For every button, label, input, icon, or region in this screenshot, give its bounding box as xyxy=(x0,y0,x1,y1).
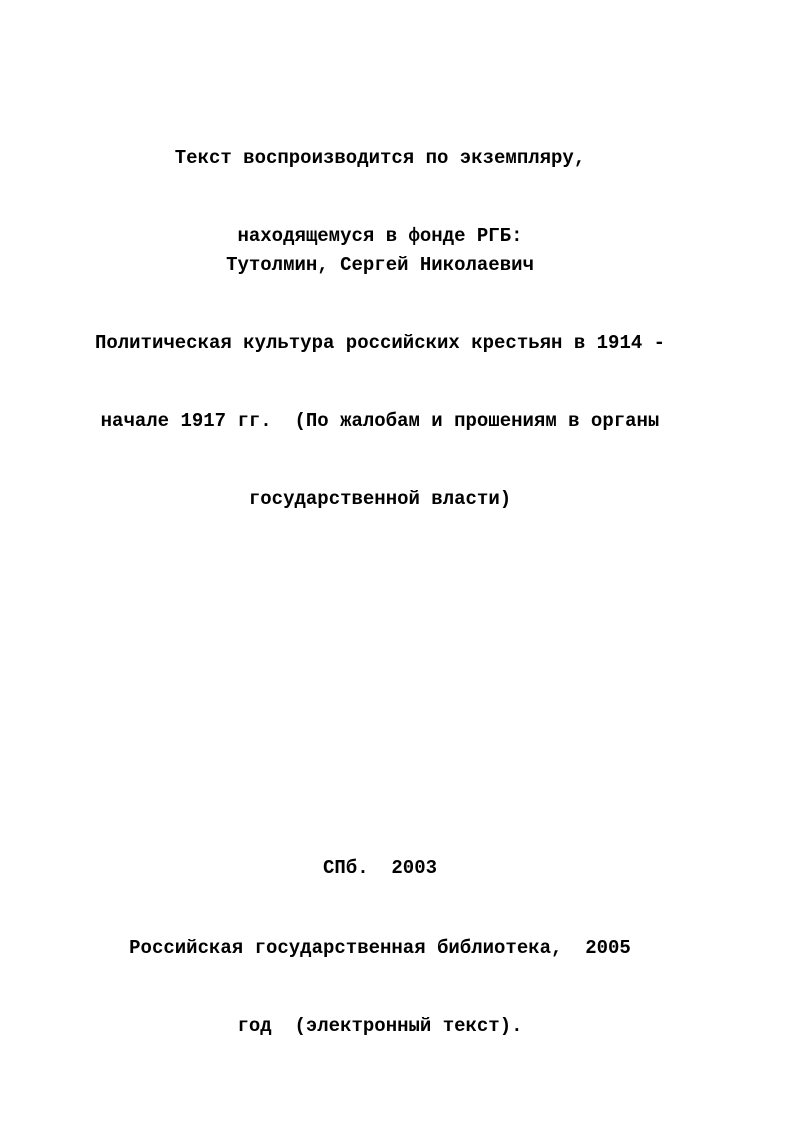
title-line-1: Политическая культура российских крестьян в 1914 - xyxy=(94,332,666,354)
title-line-2: начале 1917 гг. (По жалобам и прошениям в органы xyxy=(100,410,660,432)
title-line-3: государственной власти) xyxy=(248,488,512,510)
place-year-line: СПб. 2003 xyxy=(322,857,438,879)
edition-statement xyxy=(30,883,730,1091)
document-title xyxy=(30,278,730,564)
notice-line-2: находящемуся в фонде РГБ: xyxy=(237,225,523,247)
notice-line-1: Текст воспроизводится по экземпляру, xyxy=(174,147,586,169)
author-line: Тутолмин, Сергей Николаевич xyxy=(226,254,534,276)
edition-line-1: Российская государственная библиотека, 2005 xyxy=(129,937,631,959)
edition-line-2: год (электронный текст). xyxy=(237,1015,523,1037)
